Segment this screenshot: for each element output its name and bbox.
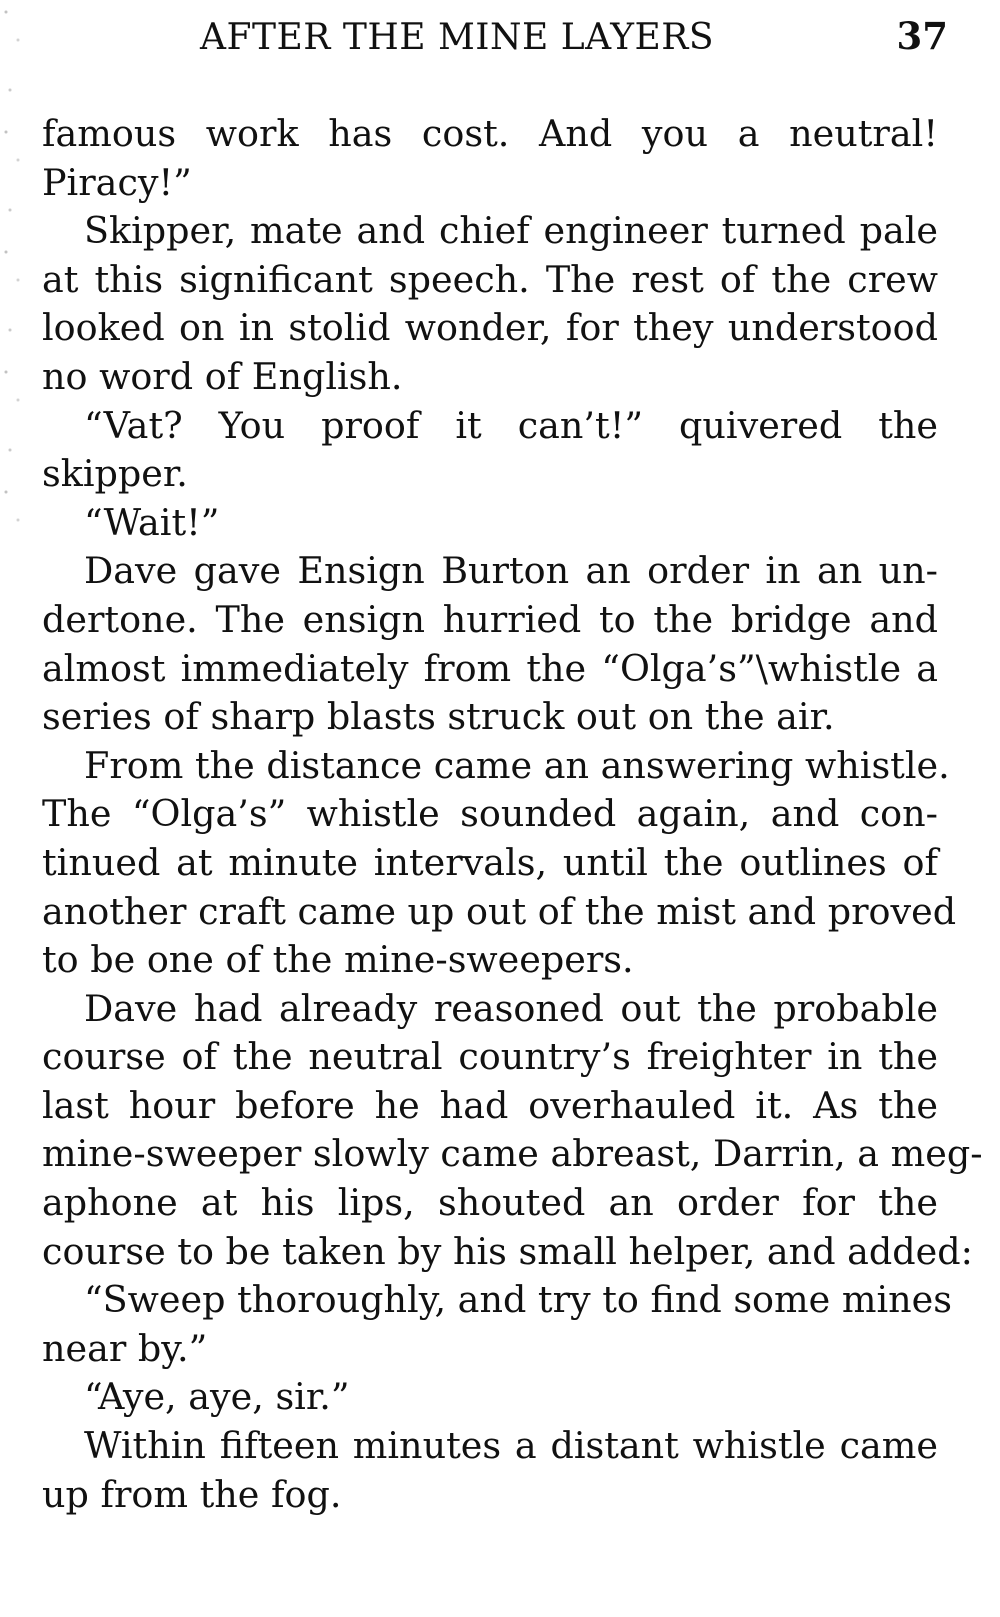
text-line: Within fifteen minutes a distant whistle came <box>84 1424 938 1468</box>
text-line: to be one of the mine-sweepers. <box>42 938 634 982</box>
text-line: tinued at minute intervals, until the outlines of <box>42 840 938 884</box>
text-line: up from the fog. <box>42 1472 342 1516</box>
text-line: dertone. The ensign hurried to the bridge and <box>42 597 938 641</box>
text-line: Dave had already reasoned out the probable <box>84 986 938 1030</box>
text-line: last hour before he had overhauled it. As the <box>42 1083 938 1127</box>
text-line: course of the neutral country’s freighter in the <box>42 1035 938 1079</box>
text-line: famous work has cost. And you a neutral! <box>42 112 938 155</box>
text-line: “Wait!” <box>84 500 220 544</box>
text-line: Dave gave Ensign Burton an order in an un- <box>84 549 938 593</box>
page-number: 37 <box>896 14 948 58</box>
text-line: looked on in stolid wonder, for they understood <box>42 306 938 350</box>
text-line: skipper. <box>42 452 188 496</box>
page-header <box>200 14 948 66</box>
text-line: course to be taken by his small helper, and added: <box>42 1229 973 1273</box>
text-line: From the distance came an answering whistle. <box>84 743 950 787</box>
text-line: “Vat? You proof it can’t!” quivered the <box>84 403 938 447</box>
text-line: “Sweep thoroughly, and try to find some mines <box>84 1278 952 1322</box>
text-line: mine-sweeper slowly came abreast, Darrin, a meg- <box>42 1132 983 1176</box>
text-line: “Aye, aye, sir.” <box>84 1375 350 1419</box>
text-line: The “Olga’s” whistle sounded again, and con- <box>42 792 938 836</box>
text-line: aphone at his lips, shouted an order for the <box>42 1181 938 1225</box>
text-line: Piracy!” <box>42 160 192 204</box>
text-line: almost immediately from the “Olga’s”\whistle a <box>42 646 938 690</box>
text-line: no word of English. <box>42 354 403 398</box>
text-line: another craft came up out of the mist and proved <box>42 889 957 933</box>
text-line: series of sharp blasts struck out on the air. <box>42 695 835 739</box>
text-line: Skipper, mate and chief engineer turned pale <box>84 209 938 253</box>
text-line: at this significant speech. The rest of the crew <box>42 257 938 301</box>
body-text <box>42 110 983 1519</box>
running-head: AFTER THE MINE LAYERS <box>200 17 715 58</box>
page-edge-speckle <box>0 0 30 560</box>
text-line: near by.” <box>42 1326 208 1370</box>
